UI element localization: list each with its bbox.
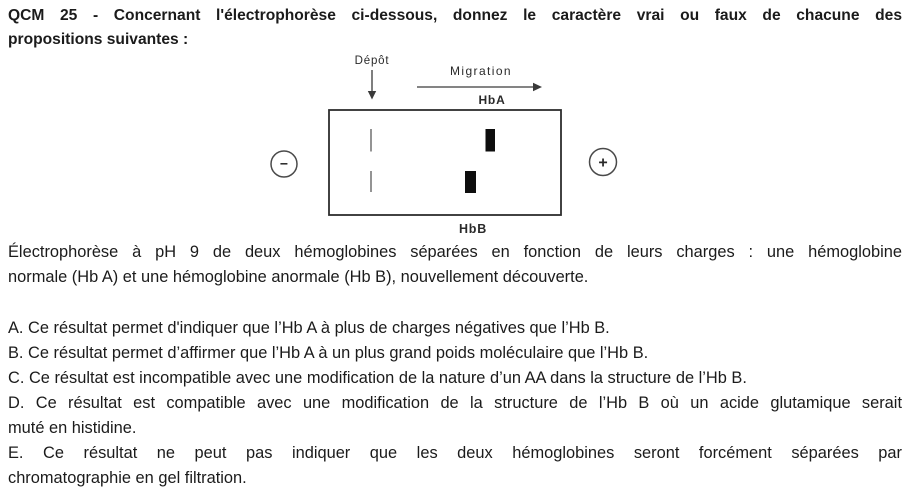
hbb-band (465, 171, 476, 193)
proposition-d-line-2: muté en histidine. (8, 419, 137, 437)
intro-paragraph (0, 240, 923, 290)
proposition-d-line-1: D. Ce résultat est compatible avec une modification de la structure de l’Hb B où un acide glutamique serait (8, 394, 902, 412)
title-line-2: propositions suivantes : (8, 31, 189, 48)
hba-band (486, 129, 496, 152)
electrophoresis-diagram (0, 52, 923, 233)
depot-label: Dépôt (354, 55, 390, 67)
intro-line-1: Électrophorèse à pH 9 de deux hémoglobines séparées en fonction de leurs charges : une hémoglobine (8, 243, 902, 261)
hbb-label: HbB (458, 222, 488, 233)
hba-label: HbA (478, 93, 506, 107)
title-line-1: QCM 25 - Concernant l'électrophorèse ci-dessous, donnez le caractère vrai ou faux de chacune des (8, 7, 902, 24)
plus-icon: + (598, 154, 608, 172)
electrophoresis-figure-svg (0, 52, 923, 233)
migration-label: Migration (450, 64, 512, 78)
question-title (0, 4, 923, 52)
gel-box (329, 110, 561, 215)
proposition-b: B. Ce résultat permet d’affirmer que l’Hb A à un plus grand poids moléculaire que l’Hb B. (8, 344, 649, 362)
minus-icon: − (279, 155, 289, 172)
proposition-e-line-1: E. Ce résultat ne peut pas indiquer que les deux hémoglobines seront forcément séparées par (8, 444, 902, 462)
propositions-list (0, 316, 923, 491)
proposition-e-line-2: chromatographie en gel filtration. (8, 469, 247, 487)
intro-line-2: normale (Hb A) et une hémoglobine anormale (Hb B), nouvellement découverte. (8, 268, 589, 286)
positive-electrode (590, 149, 617, 176)
negative-electrode (271, 151, 297, 177)
proposition-a: A. Ce résultat permet d'indiquer que l’Hb A à plus de charges négatives que l’Hb B. (8, 319, 610, 337)
proposition-c: C. Ce résultat est incompatible avec une modification de la nature d’un AA dans la structure de l’Hb B. (8, 369, 747, 387)
depot-down-arrow-icon (368, 70, 376, 100)
migration-right-arrow-icon (417, 83, 542, 91)
